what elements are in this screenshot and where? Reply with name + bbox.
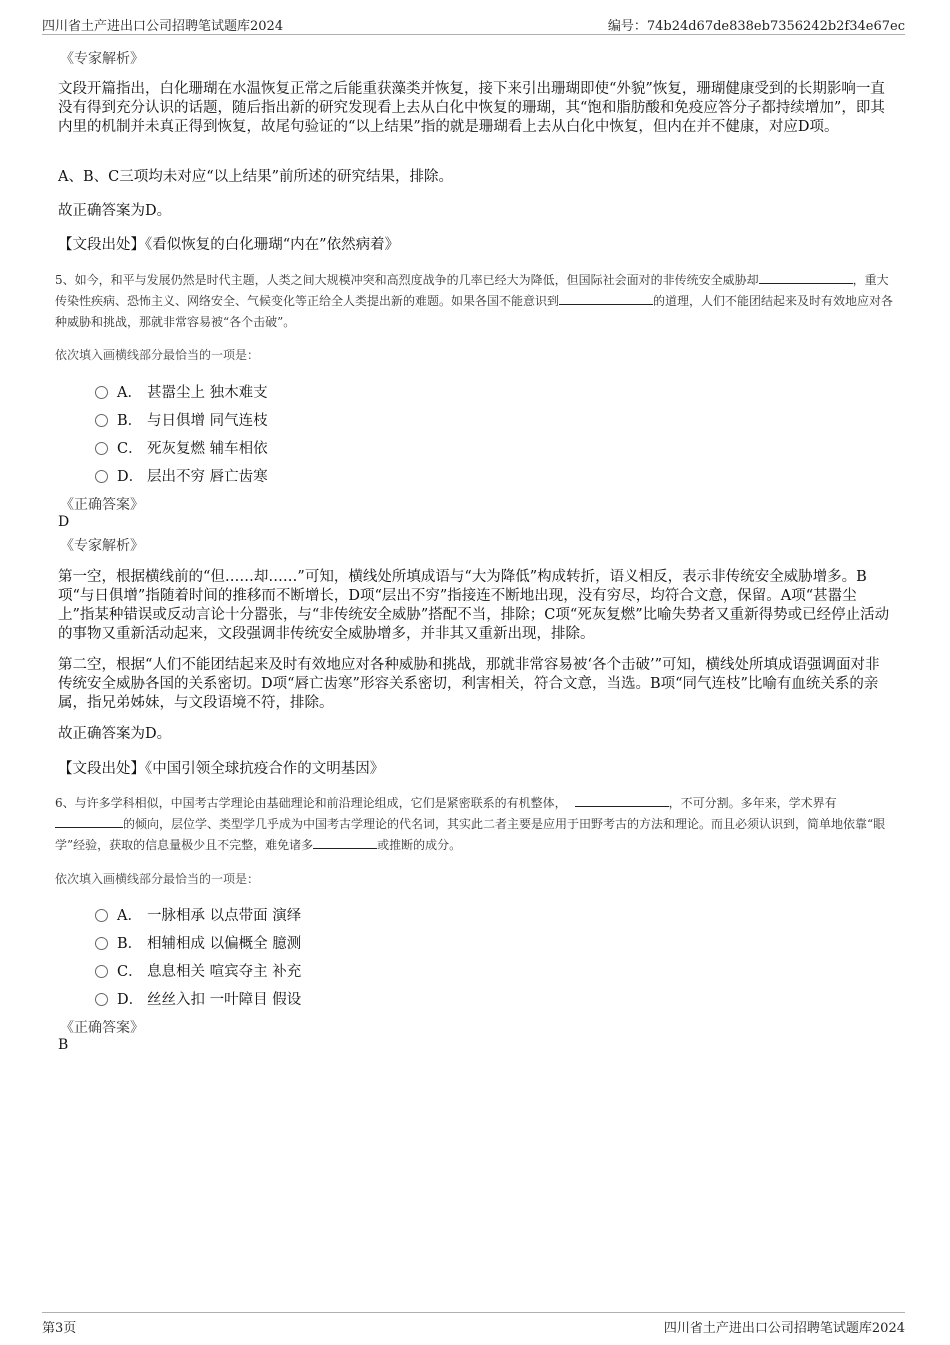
q5-option-a-text: 甚嚣尘上 独木难支 xyxy=(147,385,268,401)
q6-text-part-4: 或推断的成分。 xyxy=(377,838,462,852)
q6-option-b-letter: B． xyxy=(117,936,143,952)
q4-analysis-label: 《专家解析》 xyxy=(60,51,144,67)
q4-conclusion: 故正确答案为D。 xyxy=(58,203,172,219)
q6-prompt: 依次填入画横线部分最恰当的一项是： xyxy=(55,872,260,886)
q6-option-c-letter: C． xyxy=(117,964,143,980)
radio-icon[interactable] xyxy=(95,965,108,978)
radio-icon[interactable] xyxy=(95,414,108,427)
header-title: 四川省土产进出口公司招聘笔试题库2024 xyxy=(42,19,284,34)
q5-option-a-letter: A． xyxy=(117,385,142,401)
q5-question-text xyxy=(55,270,895,333)
q4-analysis-paragraph-1: 文段开篇指出，白化珊瑚在水温恢复正常之后能重获藻类并恢复，接下来引出珊瑚即使“外貌”恢复，珊瑚健康受到的长期影响一直没有得到充分认识的话题，随后指出新的研究发现看上去从白化中恢复的珊瑚，其“饱和脂肪酸和免疫应答分子都持续增加”，即其内里的机制并未真正得到恢复，故尾句验证的“以上结果”指的就是珊瑚看上去从白化中恢复，但内在并不健康，对应D项。 xyxy=(58,81,885,135)
q6-blank-1 xyxy=(575,794,669,807)
q5-option-d-text: 层出不穷 唇亡齿寒 xyxy=(147,469,268,485)
radio-icon[interactable] xyxy=(95,937,108,950)
q6-option-b-text: 相辅相成 以偏概全 臆测 xyxy=(147,936,302,952)
radio-icon[interactable] xyxy=(95,909,108,922)
q6-option-d-text: 丝丝入扣 一叶障目 假设 xyxy=(147,992,302,1008)
header-code: 编号：74b24d67de838eb7356242b2f34e67ec xyxy=(607,19,905,34)
q5-option-d[interactable] xyxy=(95,465,268,485)
q6-option-a-letter: A． xyxy=(117,908,142,924)
q5-option-c[interactable] xyxy=(95,437,268,457)
q6-answer-label: 《正确答案》 xyxy=(60,1020,144,1036)
q4-analysis-paragraph-2: A、B、C三项均未对应“以上结果”前所述的研究结果，排除。 xyxy=(58,169,454,185)
q6-option-d[interactable] xyxy=(95,988,301,1008)
radio-icon[interactable] xyxy=(95,386,108,399)
q6-option-c-text: 息息相关 喧宾夺主 补充 xyxy=(147,964,302,980)
q6-answer: B xyxy=(58,1037,69,1053)
q5-answer: D xyxy=(58,514,70,530)
q6-text-part-2: ，不可分割。多年来，学术界有 xyxy=(668,796,837,810)
q6-blank-2 xyxy=(55,815,123,828)
q4-source: 【文段出处】《看似恢复的白化珊瑚“内在”依然病着》 xyxy=(58,237,400,253)
q5-prompt: 依次填入画横线部分最恰当的一项是： xyxy=(55,348,260,362)
q5-analysis-paragraph-2: 第二空，根据“人们不能团结起来及时有效地应对各种威胁和挑战，那就非常容易被‘各个击破’”可知，横线处所填成语强调面对非传统安全威胁各国的关系密切。D项“唇亡齿寒”形容关系密切，利害相关，符合文意，当选。B项“同气连枝”比喻有血统关系的亲属，指兄弟姊妹，与文段语境不符，排除。 xyxy=(58,657,880,711)
q6-option-b[interactable] xyxy=(95,932,301,952)
q6-option-d-letter: D． xyxy=(117,992,144,1008)
q5-text-part-3: 的道理，人们不能团结起来及时有效地应对各种威胁和挑战，那就非常容易被“各个击破”。 xyxy=(55,294,894,329)
q5-conclusion: 故正确答案为D。 xyxy=(58,726,172,742)
page-footer xyxy=(42,1312,905,1337)
q5-analysis-paragraph-1: 第一空，根据横线前的“但……却……”可知，横线处所填成语与“大为降低”构成转折，语义相反，表示非传统安全威胁增多。B项“与日俱增”指随着时间的推移而不断增长，D项“层出不穷”指接连不断地出现，没有穷尽，均符合文意，保留。A项“甚嚣尘上”指某种错误或反动言论十分嚣张，与“非传统安全威胁”搭配不当，排除；C项“死灰复燃”比喻失势者又重新得势或已经停止活动的事物又重新活动起来，文段强调非传统安全威胁增多，并非其又重新出现，排除。 xyxy=(58,569,890,642)
radio-icon[interactable] xyxy=(95,470,108,483)
q6-option-a[interactable] xyxy=(95,904,301,924)
q5-text-part-2: ，重大传染性疾病、恐怖主义、网络安全、气候变化等正给全人类提出新的难题。如果各国不能意识到 xyxy=(55,273,889,308)
footer-page-number: 第3页 xyxy=(42,1321,77,1336)
q5-blank-2 xyxy=(559,292,653,305)
q5-option-b-letter: B． xyxy=(117,413,143,429)
q5-text-part-1: 5、如今，和平与发展仍然是时代主题，人类之间大规模冲突和高烈度战争的几率已经大为降低，但国际社会面对的非传统安全威胁却 xyxy=(55,273,759,287)
q5-option-b-text: 与日俱增 同气连枝 xyxy=(147,413,268,429)
q5-option-c-text: 死灰复燃 辅车相依 xyxy=(147,441,268,457)
q5-option-a[interactable] xyxy=(95,381,268,401)
q6-text-part-3: 的倾向，层位学、类型学几乎成为中国考古学理论的代名词，其实此二者主要是应用于田野考古的方法和理论。而且必须认识到，简单地依靠“眼学”经验，获取的信息量极少且不完整，难免诸多 xyxy=(55,817,886,852)
q6-text-part-1: 6、与许多学科相似，中国考古学理论由基础理论和前沿理论组成，它们是紧密联系的有机整体， xyxy=(55,796,567,810)
q5-answer-label: 《正确答案》 xyxy=(60,497,144,513)
q5-option-b[interactable] xyxy=(95,409,268,429)
page-header xyxy=(42,12,905,35)
q5-analysis-label: 《专家解析》 xyxy=(60,538,144,554)
q5-source: 【文段出处】《中国引领全球抗疫合作的文明基因》 xyxy=(58,761,385,777)
q5-blank-1 xyxy=(759,271,853,284)
radio-icon[interactable] xyxy=(95,442,108,455)
q6-blank-3 xyxy=(313,836,377,849)
q6-option-c[interactable] xyxy=(95,960,301,980)
footer-title: 四川省土产进出口公司招聘笔试题库2024 xyxy=(663,1321,905,1336)
q6-question-text xyxy=(55,793,895,856)
radio-icon[interactable] xyxy=(95,993,108,1006)
q6-option-a-text: 一脉相承 以点带面 演绎 xyxy=(147,908,302,924)
q5-option-d-letter: D． xyxy=(117,469,144,485)
q5-option-c-letter: C． xyxy=(117,441,143,457)
